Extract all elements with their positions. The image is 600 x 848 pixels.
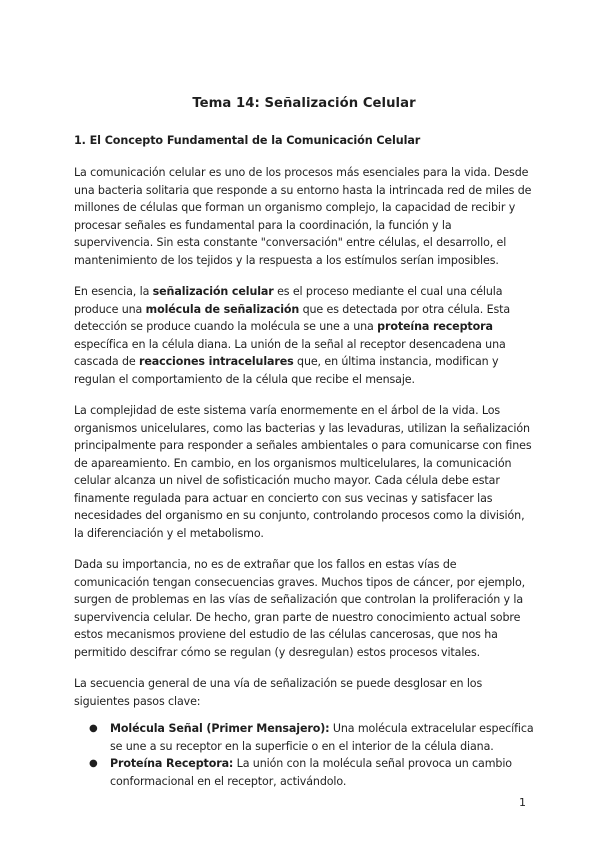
term-proteina-receptora: proteína receptora [377, 320, 493, 333]
list-item-label: Molécula Señal (Primer Mensajero): [110, 722, 330, 735]
list-item-text: Una molécula extracelular específica se une a su receptor en la superficie o en el interior de la célula diana. [110, 722, 534, 753]
paragraph-4: Dada su importancia, no es de extrañar que los fallos en estas vías de comunicación tengan consecuencias graves. Muchos tipos de cáncer, por ejemplo, surgen de problemas en las vías de señalización que controlan la proliferación y la supervivencia celular. De hecho, gran parte de nuestro conocimiento actual sobre estos mecanismos proviene del estudio de las células cancerosas, que nos ha permitido descifrar cómo se regulan (y desregulan) estos procesos vitales. [74, 558, 526, 659]
list-item-text: La unión con la molécula señal provoca un cambio conformacional en el receptor, activándolo. [110, 757, 512, 788]
paragraph-2-text-3: que es detectada por otra célula. Esta detección se produce cuando la molécula se une a una [74, 302, 511, 333]
paragraph-3: La complejidad de este sistema varía enormemente en el árbol de la vida. Los organismos unicelulares, como las bacterias y las levaduras, utilizan la señalización principalmente para responder a señales ambientales o para comunicarse con fines de apareamiento. En cambio, en los organismos multicelulares, la comunicación celular alcanza un nivel de sofisticación mucho mayor. Cada célula debe estar finamente regulada para actuar en concierto con sus vecinas y satisfacer las necesidades del organismo en su conjunto, controlando procesos como la división, la diferenciación y el metabolismo. [74, 404, 532, 540]
bullet-icon: ● [89, 758, 98, 769]
term-senalizacion-celular: señalización celular [152, 285, 274, 298]
document-body [74, 94, 534, 790]
paragraph-2-text-2: es el proceso mediante el cual una célula produce una [74, 285, 503, 316]
paragraph-2-text-1: En esencia, la [74, 285, 153, 298]
page-number: 1 [519, 796, 526, 809]
list-item-label: Proteína Receptora: [110, 757, 234, 770]
list-item [74, 755, 534, 790]
term-molecula-senalizacion: molécula de señalización [145, 302, 300, 316]
document-title: Tema 14: Señalización Celular [192, 96, 416, 111]
paragraph-2-text-4: específica en la célula diana. La unión de la señal al receptor desencadena una cascada de [74, 337, 506, 368]
term-reacciones-intracelulares: reacciones intracelulares [139, 355, 294, 368]
list-item [74, 720, 534, 755]
section-heading: 1. El Concepto Fundamental de la Comunicación Celular [74, 134, 421, 147]
bullet-icon: ● [89, 723, 98, 734]
paragraph-2-text-5: que, en última instancia, modifican y regulan el comportamiento de la célula que recibe el mensaje. [74, 355, 499, 386]
paragraph-2 [74, 283, 534, 388]
paragraph-5: La secuencia general de una vía de señalización se puede desglosar en los siguientes pasos clave: [74, 677, 483, 708]
steps-list [74, 720, 534, 790]
paragraph-1: La comunicación celular es uno de los procesos más esenciales para la vida. Desde una bacteria solitaria que responde a su entorno hasta la intrincada red de miles de millones de células que forman un organismo complejo, la capacidad de recibir y procesar señales es fundamental para la coordinación, la función y la supervivencia. Sin esta constante "conversación" entre células, el desarrollo, el mantenimiento de los tejidos y la respuesta a los estímulos serían imposibles. [74, 166, 532, 267]
